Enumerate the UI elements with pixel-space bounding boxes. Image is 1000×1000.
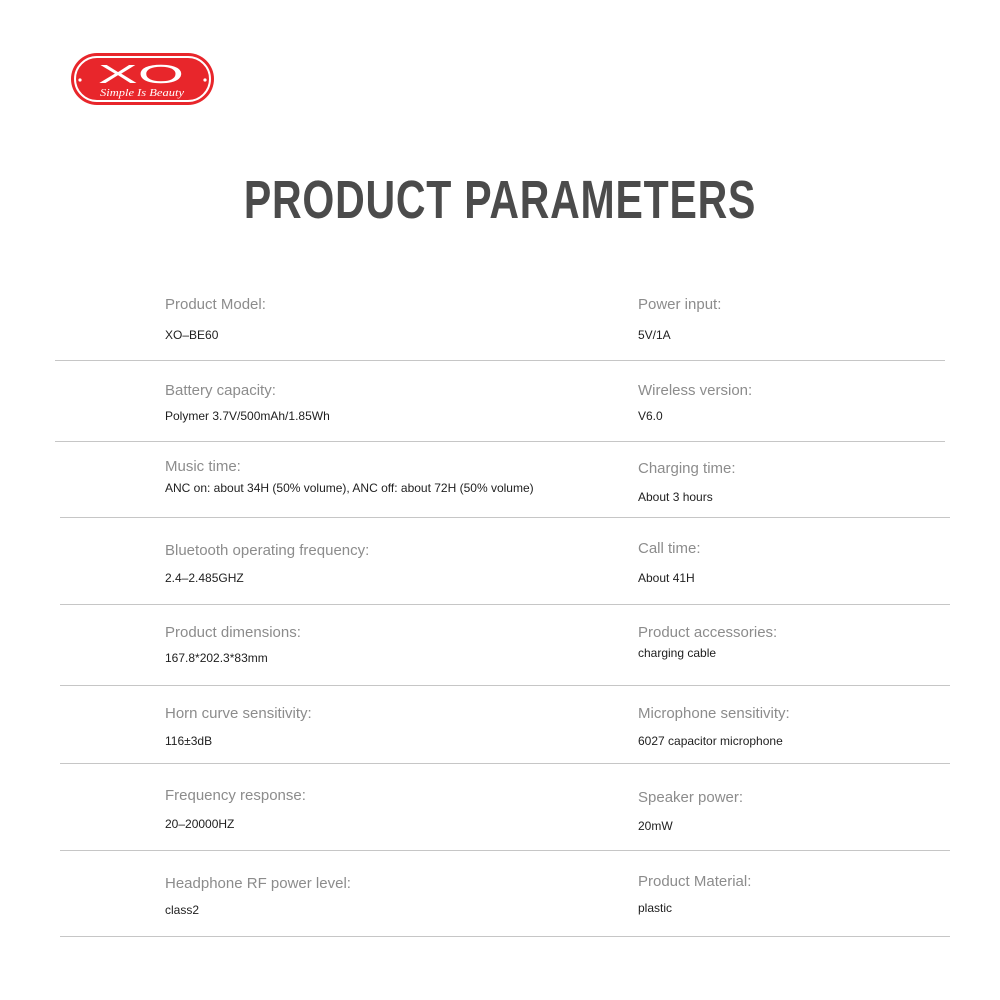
spec-row [0,605,1000,686]
spec-row [0,686,1000,764]
spec-label: Battery capacity: [165,382,276,399]
spec-item-speaker-power [638,788,743,834]
spec-value: 6027 capacitor microphone [638,734,783,748]
logo-tagline: Simple Is Beauty [100,88,185,99]
spec-label: Music time: [165,458,241,475]
spec-value: class2 [165,903,200,917]
spec-value: V6.0 [638,409,663,423]
spec-item-call-time [638,539,701,586]
spec-item-music-time [165,457,534,496]
spec-item-frequency-response [165,786,306,832]
spec-item-charging-time [638,459,736,505]
spec-item-bluetooth-frequency [165,541,369,586]
spec-value: ANC on: about 34H (50% volume), ANC off: about 72H (50% volume) [165,481,534,495]
spec-value: charging cable [638,646,717,660]
spec-label: Microphone sensitivity: [638,705,790,722]
spec-value: 2.4–2.485GHZ [165,571,244,585]
spec-label: Charging time: [638,460,736,477]
page-title: PRODUCT PARAMETERS [243,170,757,230]
spec-item-product-model [165,295,266,343]
spec-row [0,851,1000,937]
spec-value: 20–20000HZ [165,817,235,831]
spec-label: Headphone RF power level: [165,875,351,892]
spec-label: Bluetooth operating frequency: [165,542,370,559]
spec-value: 116±3dB [165,734,213,748]
spec-value: plastic [638,901,673,915]
spec-row [0,764,1000,851]
spec-item-product-material [638,872,751,916]
spec-label: Product Material: [638,873,752,890]
spec-label: Product dimensions: [165,624,301,641]
spec-item-microphone-sensitivity [638,704,790,749]
title-container [0,170,1000,230]
spec-value: 20mW [638,819,673,833]
spec-item-product-accessories [638,623,777,661]
spec-value: 5V/1A [638,328,671,342]
spec-value: 167.8*202.3*83mm [165,651,268,665]
spec-label: Frequency response: [165,787,306,804]
spec-item-horn-sensitivity [165,704,312,749]
spec-label: Call time: [638,540,701,557]
spec-item-rf-power-level [165,874,351,918]
spec-row [0,442,1000,518]
spec-label: Power input: [638,296,722,313]
spec-value: About 3 hours [638,490,713,504]
xo-logo [70,52,215,106]
spec-label: Horn curve sensitivity: [165,705,312,722]
spec-item-power-input [638,295,721,343]
spec-label: Speaker power: [638,789,744,806]
row-divider [60,936,950,937]
spec-item-product-dimensions [165,623,301,666]
spec-label: Product accessories: [638,624,778,641]
spec-item-wireless-version [638,381,752,424]
spec-row [0,361,1000,442]
spec-label: Wireless version: [638,382,753,399]
spec-value: Polymer 3.7V/500mAh/1.85Wh [165,409,330,423]
spec-item-battery-capacity [165,381,330,424]
spec-row [0,280,1000,361]
spec-label: Product Model: [165,296,266,313]
spec-row [0,518,1000,605]
logo-mark: XO [98,59,184,89]
spec-value: XO–BE60 [165,328,219,342]
spec-value: About 41H [638,571,695,585]
